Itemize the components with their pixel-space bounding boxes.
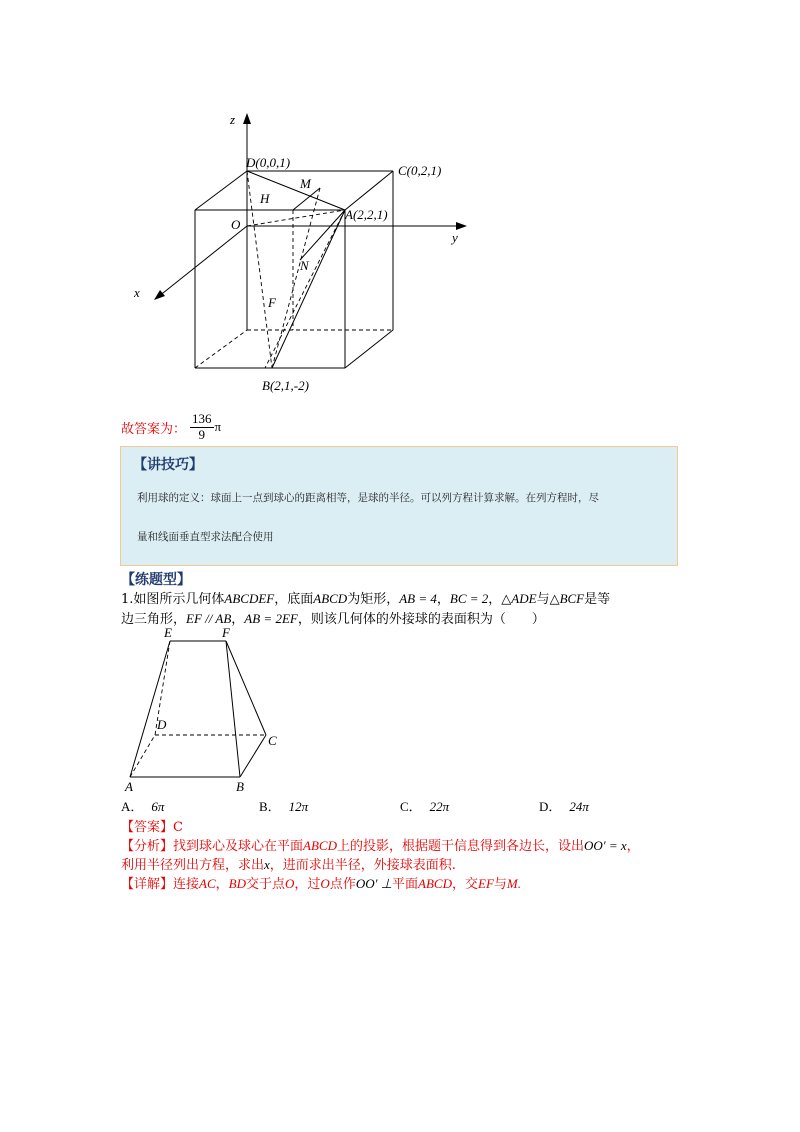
fig2-B-label: B bbox=[236, 779, 244, 794]
analysis-e: ， bbox=[626, 839, 640, 854]
answer-line bbox=[121, 412, 221, 442]
question-line-1 bbox=[121, 588, 610, 607]
tip-box bbox=[120, 446, 678, 566]
analysis-d: OO′ = x bbox=[583, 838, 627, 853]
detail-c: ， bbox=[215, 877, 229, 892]
detail-e: 交于点 bbox=[246, 877, 286, 892]
cube-figure bbox=[120, 105, 480, 405]
option-b-value: 12π bbox=[288, 799, 309, 814]
detail-d: BD bbox=[228, 876, 246, 891]
fraction-numerator: 136 bbox=[192, 411, 212, 427]
detail-n: EF bbox=[478, 876, 494, 891]
fraction-denominator: 9 bbox=[198, 426, 206, 442]
point-D-label: D(0,0,1) bbox=[246, 155, 291, 170]
analysis2-a: 利用半径列出方程，求出 bbox=[121, 858, 265, 873]
option-a-value: 6π bbox=[151, 799, 165, 814]
analysis-line-1 bbox=[121, 835, 640, 854]
detail-f: O bbox=[285, 876, 295, 891]
point-F-label: F bbox=[268, 295, 276, 310]
option-c-letter: C． bbox=[400, 799, 422, 814]
detail-b: AC bbox=[199, 876, 216, 891]
option-c-value: 22π bbox=[429, 799, 450, 814]
fig2-C-label: C bbox=[268, 733, 277, 748]
axis-z-label: z bbox=[230, 112, 236, 127]
analysis2-c: ，进而求出半径，外接球表面积. bbox=[269, 858, 456, 873]
q1-text-b: ABCDEF bbox=[224, 591, 275, 606]
q1-text-h: BC = 2 bbox=[449, 591, 489, 606]
q1-text-m: 是等 bbox=[584, 592, 611, 607]
analysis2-b: x bbox=[264, 857, 270, 872]
point-M-label: M bbox=[300, 176, 311, 191]
axis-x-label: x bbox=[134, 285, 140, 300]
q1-text-c: ，底面 bbox=[274, 592, 314, 607]
point-H-label: H bbox=[260, 191, 270, 206]
detail-i: 点作 bbox=[329, 877, 356, 892]
answer-label: 故答案为： bbox=[121, 421, 187, 437]
option-d-letter: D． bbox=[539, 799, 562, 814]
analysis-c: 上的投影，根据题干信息得到各边长，设出 bbox=[336, 839, 584, 854]
point-C-label: C(0,2,1) bbox=[398, 163, 442, 178]
q2-text-b: EF // AB bbox=[186, 611, 232, 626]
detail-a: 【详解】连接 bbox=[121, 877, 200, 892]
q2-text-d: AB = 2EF bbox=[244, 611, 298, 626]
practice-title: 【练题型】 bbox=[121, 572, 191, 588]
detail-m: ，交 bbox=[452, 877, 479, 892]
q2-text-a: 边三角形， bbox=[121, 612, 187, 627]
fig2-A-label: A bbox=[125, 779, 133, 794]
option-a[interactable] bbox=[121, 796, 164, 815]
fig2-E-label: E bbox=[164, 625, 172, 640]
option-b[interactable] bbox=[259, 796, 308, 815]
answer-line-c: 【答案】C bbox=[121, 820, 183, 835]
detail-line bbox=[121, 873, 521, 892]
q1-text-l: BCF bbox=[559, 591, 585, 606]
polyhedron-figure bbox=[118, 622, 288, 794]
point-B-label: B(2,1,-2) bbox=[262, 378, 309, 393]
point-N-label: N bbox=[300, 258, 309, 273]
tip-title: 【讲技巧】 bbox=[133, 457, 203, 473]
point-O-label: O bbox=[231, 217, 241, 232]
q1-text-g: ， bbox=[436, 592, 450, 607]
option-a-letter: A． bbox=[121, 799, 144, 814]
detail-k: 平面 bbox=[392, 877, 419, 892]
q1-text-j: ADE bbox=[511, 591, 537, 606]
option-b-letter: B． bbox=[259, 799, 281, 814]
q1-text-d: ABCD bbox=[313, 591, 348, 606]
axis-y-label: y bbox=[452, 230, 458, 245]
option-c[interactable] bbox=[400, 796, 449, 815]
fig2-F-label: F bbox=[222, 625, 230, 640]
analysis-line-2 bbox=[121, 854, 456, 873]
tip-text-line2: 量和线面垂直型求法配合使用 bbox=[137, 531, 274, 543]
tip-text-line1: 利用球的定义：球面上一点到球心的距离相等，是球的半径。可以列方程计算求解。在列方程时，尽 bbox=[137, 492, 599, 504]
detail-p: M. bbox=[506, 876, 522, 891]
q1-text-i: ，△ bbox=[488, 592, 512, 607]
answer-fraction bbox=[190, 412, 214, 442]
analysis-b: ABCD bbox=[303, 838, 337, 853]
q1-text-a: 1.如图所示几何体 bbox=[121, 592, 225, 607]
q1-text-k: 与△ bbox=[536, 592, 560, 607]
detail-l: ABCD bbox=[418, 876, 452, 891]
detail-h: O bbox=[320, 876, 330, 891]
detail-g: ，过 bbox=[294, 877, 321, 892]
option-d-value: 24π bbox=[569, 799, 589, 814]
q1-text-f: AB = 4 bbox=[399, 591, 437, 606]
detail-j: OO′ ⊥ bbox=[355, 876, 393, 891]
fig2-D-label: D bbox=[157, 717, 167, 732]
option-d[interactable] bbox=[539, 796, 589, 815]
q1-text-e: 为矩形， bbox=[347, 592, 400, 607]
q2-text-c: ， bbox=[231, 612, 245, 627]
analysis-a: 【分析】找到球心及球心在平面 bbox=[121, 839, 304, 854]
answer-pi: π bbox=[214, 419, 222, 434]
point-A-label: A(2,2,1) bbox=[345, 207, 388, 222]
q2-text-e: ，则该几何体的外接球的表面积为（ ） bbox=[297, 612, 545, 627]
detail-o: 与 bbox=[493, 877, 507, 892]
